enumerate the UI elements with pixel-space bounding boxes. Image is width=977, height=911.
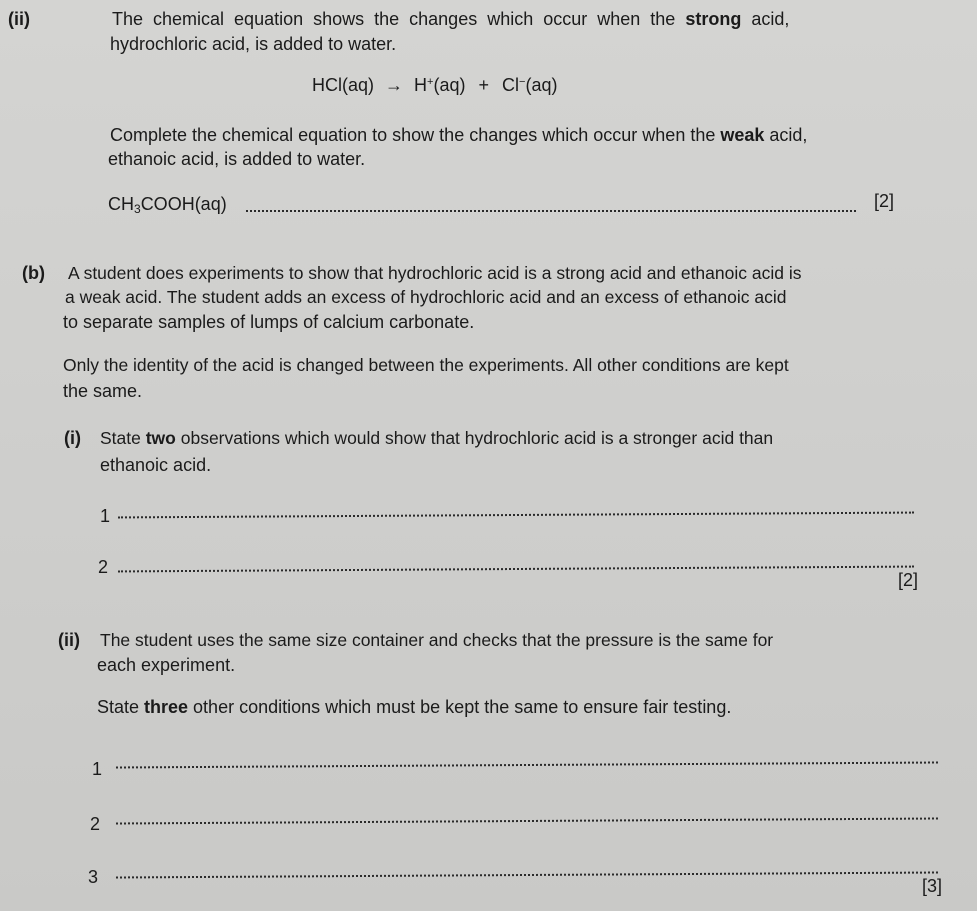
- answer-line-equation[interactable]: [246, 210, 856, 212]
- emphasis-strong: strong: [685, 9, 742, 29]
- question-label-b-ii: (ii): [58, 630, 80, 650]
- marks-b-i: [2]: [898, 570, 919, 590]
- emphasis-weak: weak: [720, 125, 765, 145]
- q-i-line-1: State two observations which would show that hydrochloric acid is a stronger acid than: [100, 428, 774, 448]
- task-line-2: ethanoic acid, is added to water.: [108, 149, 366, 169]
- plus-sign: +: [478, 75, 490, 95]
- hcl-equation: [312, 75, 558, 96]
- answer-number-i-1: 1: [100, 506, 111, 526]
- answer-number-ii-3: 3: [88, 867, 99, 887]
- task-text-end: acid,: [764, 125, 808, 145]
- task-line-1: [110, 124, 807, 146]
- emphasis-three: three: [144, 697, 189, 717]
- answer-number-i-2: 2: [98, 557, 109, 577]
- para2-line-2: the same.: [63, 381, 143, 401]
- para1-line-1: A student does experiments to show that hydrochloric acid is a strong acid and ethanoic acid is: [68, 263, 802, 283]
- ethanoic-equation: $CH_3COOH(aq)$: [108, 194, 227, 216]
- answer-line-ii-2[interactable]: [116, 817, 938, 824]
- chloride-ion: Cl−(aq): [502, 75, 558, 95]
- para2-line-1: Only the identity of the acid is changed between the experiments. All other conditions are kept: [63, 355, 789, 375]
- answer-line-ii-3[interactable]: [116, 871, 938, 878]
- intro-line-2: hydrochloric acid, is added to water.: [110, 34, 397, 54]
- para1-line-2: a weak acid. The student adds an excess of hydrochloric acid and an excess of ethanoic acid: [65, 287, 787, 307]
- q-i-line-2: ethanoic acid.: [100, 455, 212, 475]
- marks-a-ii: [2]: [874, 191, 895, 211]
- hcl-reactant: HCl(aq): [312, 75, 375, 95]
- q-ii-task: State three other conditions which must be kept the same to ensure fair testing.: [97, 697, 732, 717]
- question-label-b: (b): [22, 263, 45, 283]
- para1-line-3: to separate samples of lumps of calcium carbonate.: [63, 312, 475, 332]
- answer-line-i-2[interactable]: [118, 566, 914, 573]
- question-label-b-i: (i): [64, 428, 81, 448]
- intro-text-end: acid,: [741, 9, 790, 29]
- hydrogen-ion: H+(aq): [414, 75, 466, 95]
- answer-line-i-1[interactable]: [118, 512, 914, 519]
- emphasis-two: two: [145, 428, 176, 448]
- intro-text: The chemical equation shows the changes which occur when the: [112, 9, 686, 29]
- intro-line-1: [112, 8, 789, 30]
- question-label-a-ii: (ii): [8, 9, 30, 29]
- q-ii-line-2: each experiment.: [97, 655, 236, 675]
- reaction-arrow: →: [385, 75, 404, 95]
- q-ii-line-1: The student uses the same size container and checks that the pressure is the same for: [100, 630, 774, 650]
- answer-number-ii-1: 1: [92, 759, 103, 779]
- answer-line-ii-1[interactable]: [116, 761, 938, 768]
- answer-number-ii-2: 2: [90, 814, 101, 834]
- task-text: Complete the chemical equation to show the changes which occur when the: [110, 125, 721, 145]
- marks-b-ii: [3]: [922, 876, 943, 896]
